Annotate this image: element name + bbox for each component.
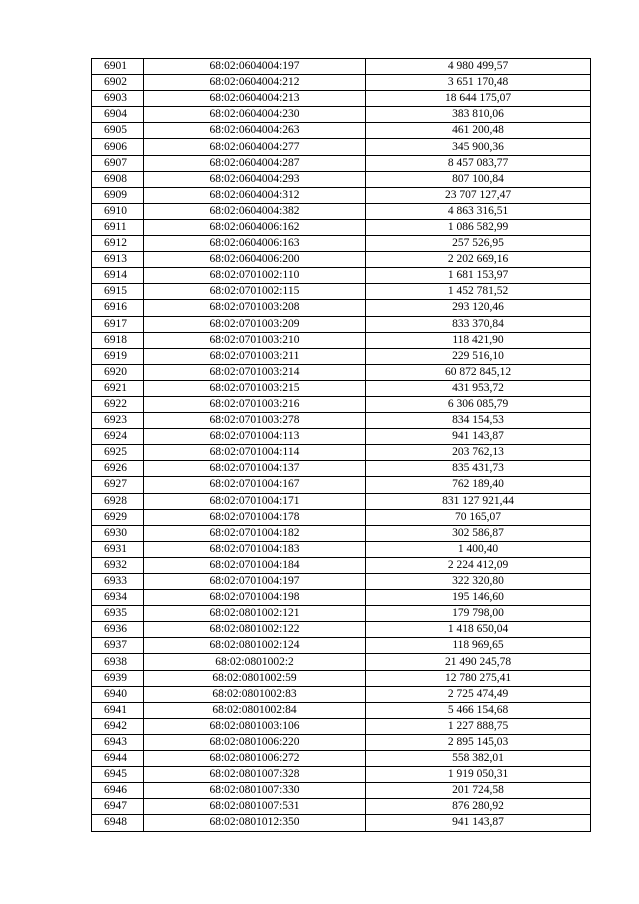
cadastral-number-cell: 68:02:0701004:113 — [144, 429, 366, 445]
row-number-cell: 6928 — [92, 493, 144, 509]
table-row — [92, 718, 591, 734]
value-cell: 60 872 845,12 — [366, 364, 591, 380]
value-cell: 2 895 145,03 — [366, 734, 591, 750]
value-cell: 1 400,40 — [366, 541, 591, 557]
value-cell: 322 320,80 — [366, 574, 591, 590]
row-number-cell: 6903 — [92, 91, 144, 107]
value-cell: 1 452 781,52 — [366, 284, 591, 300]
table-row — [92, 171, 591, 187]
value-cell: 70 165,07 — [366, 509, 591, 525]
row-number-cell: 6916 — [92, 300, 144, 316]
cadastral-number-cell: 68:02:0604006:162 — [144, 219, 366, 235]
row-number-cell: 6924 — [92, 429, 144, 445]
row-number-cell: 6902 — [92, 75, 144, 91]
cadastral-number-cell: 68:02:0701004:184 — [144, 557, 366, 573]
value-cell: 203 762,13 — [366, 445, 591, 461]
table-row — [92, 59, 591, 75]
cadastral-number-cell: 68:02:0701004:114 — [144, 445, 366, 461]
cadastral-number-cell: 68:02:0801002:121 — [144, 606, 366, 622]
value-cell: 2 202 669,16 — [366, 252, 591, 268]
row-number-cell: 6923 — [92, 413, 144, 429]
value-cell: 3 651 170,48 — [366, 75, 591, 91]
value-cell: 18 644 175,07 — [366, 91, 591, 107]
table-row — [92, 815, 591, 831]
cadastral-number-cell: 68:02:0604006:163 — [144, 236, 366, 252]
row-number-cell: 6909 — [92, 187, 144, 203]
value-cell: 302 586,87 — [366, 525, 591, 541]
cadastral-number-cell: 68:02:0801006:220 — [144, 734, 366, 750]
value-cell: 4 863 316,51 — [366, 203, 591, 219]
value-cell: 5 466 154,68 — [366, 702, 591, 718]
row-number-cell: 6933 — [92, 574, 144, 590]
value-cell: 179 798,00 — [366, 606, 591, 622]
row-number-cell: 6918 — [92, 332, 144, 348]
table-row — [92, 139, 591, 155]
cadastral-number-cell: 68:02:0604006:200 — [144, 252, 366, 268]
value-cell: 2 224 412,09 — [366, 557, 591, 573]
row-number-cell: 6931 — [92, 541, 144, 557]
cadastral-number-cell: 68:02:0701003:278 — [144, 413, 366, 429]
cadastral-number-cell: 68:02:0701004:137 — [144, 461, 366, 477]
value-cell: 1 418 650,04 — [366, 622, 591, 638]
row-number-cell: 6904 — [92, 107, 144, 123]
table-row — [92, 461, 591, 477]
table-row — [92, 236, 591, 252]
table-row — [92, 219, 591, 235]
table-row — [92, 284, 591, 300]
row-number-cell: 6907 — [92, 155, 144, 171]
table-row — [92, 252, 591, 268]
row-number-cell: 6922 — [92, 396, 144, 412]
cadastral-number-cell: 68:02:0701004:178 — [144, 509, 366, 525]
cadastral-number-cell: 68:02:0604004:230 — [144, 107, 366, 123]
cadastral-value-table — [91, 58, 591, 832]
row-number-cell: 6913 — [92, 252, 144, 268]
value-cell: 6 306 085,79 — [366, 396, 591, 412]
table-row — [92, 445, 591, 461]
table-body — [92, 59, 591, 832]
table-row — [92, 670, 591, 686]
row-number-cell: 6919 — [92, 348, 144, 364]
cadastral-number-cell: 68:02:0701004:167 — [144, 477, 366, 493]
value-cell: 834 154,53 — [366, 413, 591, 429]
table-row — [92, 638, 591, 654]
cadastral-number-cell: 68:02:0701004:171 — [144, 493, 366, 509]
cadastral-number-cell: 68:02:0604004:293 — [144, 171, 366, 187]
row-number-cell: 6944 — [92, 751, 144, 767]
table-row — [92, 734, 591, 750]
cadastral-number-cell: 68:02:0801003:106 — [144, 718, 366, 734]
value-cell: 762 189,40 — [366, 477, 591, 493]
cadastral-number-cell: 68:02:0604004:197 — [144, 59, 366, 75]
cadastral-number-cell: 68:02:0701003:208 — [144, 300, 366, 316]
table-row — [92, 300, 591, 316]
value-cell: 21 490 245,78 — [366, 654, 591, 670]
row-number-cell: 6926 — [92, 461, 144, 477]
table-row — [92, 429, 591, 445]
cadastral-number-cell: 68:02:0801002:83 — [144, 686, 366, 702]
table-row — [92, 541, 591, 557]
table-row — [92, 686, 591, 702]
row-number-cell: 6940 — [92, 686, 144, 702]
row-number-cell: 6932 — [92, 557, 144, 573]
value-cell: 807 100,84 — [366, 171, 591, 187]
cadastral-number-cell: 68:02:0701003:210 — [144, 332, 366, 348]
row-number-cell: 6934 — [92, 590, 144, 606]
row-number-cell: 6911 — [92, 219, 144, 235]
cadastral-number-cell: 68:02:0604004:263 — [144, 123, 366, 139]
row-number-cell: 6946 — [92, 783, 144, 799]
cadastral-number-cell: 68:02:0604004:277 — [144, 139, 366, 155]
cadastral-number-cell: 68:02:0701004:198 — [144, 590, 366, 606]
table-row — [92, 702, 591, 718]
cadastral-number-cell: 68:02:0701002:115 — [144, 284, 366, 300]
cadastral-number-cell: 68:02:0604004:287 — [144, 155, 366, 171]
table-row — [92, 316, 591, 332]
row-number-cell: 6937 — [92, 638, 144, 654]
table-row — [92, 413, 591, 429]
cadastral-number-cell: 68:02:0604004:382 — [144, 203, 366, 219]
value-cell: 118 421,90 — [366, 332, 591, 348]
value-cell: 293 120,46 — [366, 300, 591, 316]
cadastral-number-cell: 68:02:0604004:312 — [144, 187, 366, 203]
value-cell: 2 725 474,49 — [366, 686, 591, 702]
row-number-cell: 6945 — [92, 767, 144, 783]
table-row — [92, 187, 591, 203]
row-number-cell: 6921 — [92, 380, 144, 396]
cadastral-number-cell: 68:02:0701003:211 — [144, 348, 366, 364]
row-number-cell: 6938 — [92, 654, 144, 670]
row-number-cell: 6943 — [92, 734, 144, 750]
table-row — [92, 751, 591, 767]
value-cell: 23 707 127,47 — [366, 187, 591, 203]
value-cell: 1 919 050,31 — [366, 767, 591, 783]
row-number-cell: 6912 — [92, 236, 144, 252]
value-cell: 257 526,95 — [366, 236, 591, 252]
cadastral-number-cell: 68:02:0801002:84 — [144, 702, 366, 718]
table-row — [92, 380, 591, 396]
value-cell: 833 370,84 — [366, 316, 591, 332]
row-number-cell: 6908 — [92, 171, 144, 187]
table-row — [92, 783, 591, 799]
value-cell: 835 431,73 — [366, 461, 591, 477]
row-number-cell: 6917 — [92, 316, 144, 332]
value-cell: 118 969,65 — [366, 638, 591, 654]
cadastral-number-cell: 68:02:0801002:124 — [144, 638, 366, 654]
cadastral-number-cell: 68:02:0801007:531 — [144, 799, 366, 815]
cadastral-number-cell: 68:02:0701004:183 — [144, 541, 366, 557]
cadastral-number-cell: 68:02:0604004:212 — [144, 75, 366, 91]
table-row — [92, 622, 591, 638]
value-cell: 1 681 153,97 — [366, 268, 591, 284]
table-row — [92, 767, 591, 783]
value-cell: 941 143,87 — [366, 815, 591, 831]
row-number-cell: 6914 — [92, 268, 144, 284]
table-row — [92, 493, 591, 509]
value-cell: 229 516,10 — [366, 348, 591, 364]
cadastral-number-cell: 68:02:0701002:110 — [144, 268, 366, 284]
cadastral-number-cell: 68:02:0801007:330 — [144, 783, 366, 799]
row-number-cell: 6915 — [92, 284, 144, 300]
row-number-cell: 6929 — [92, 509, 144, 525]
row-number-cell: 6927 — [92, 477, 144, 493]
table-row — [92, 268, 591, 284]
table-row — [92, 590, 591, 606]
table-row — [92, 123, 591, 139]
table-row — [92, 91, 591, 107]
cadastral-number-cell: 68:02:0701003:216 — [144, 396, 366, 412]
table-row — [92, 203, 591, 219]
table-row — [92, 107, 591, 123]
table-row — [92, 654, 591, 670]
cadastral-number-cell: 68:02:0701004:197 — [144, 574, 366, 590]
cadastral-number-cell: 68:02:0801002:2 — [144, 654, 366, 670]
row-number-cell: 6939 — [92, 670, 144, 686]
cadastral-number-cell: 68:02:0801007:328 — [144, 767, 366, 783]
cadastral-number-cell: 68:02:0604004:213 — [144, 91, 366, 107]
value-cell: 8 457 083,77 — [366, 155, 591, 171]
row-number-cell: 6905 — [92, 123, 144, 139]
row-number-cell: 6901 — [92, 59, 144, 75]
value-cell: 431 953,72 — [366, 380, 591, 396]
table-row — [92, 348, 591, 364]
table-row — [92, 525, 591, 541]
row-number-cell: 6941 — [92, 702, 144, 718]
value-cell: 831 127 921,44 — [366, 493, 591, 509]
value-cell: 12 780 275,41 — [366, 670, 591, 686]
table-row — [92, 332, 591, 348]
cadastral-number-cell: 68:02:0801002:59 — [144, 670, 366, 686]
value-cell: 195 146,60 — [366, 590, 591, 606]
value-cell: 941 143,87 — [366, 429, 591, 445]
cadastral-number-cell: 68:02:0701003:215 — [144, 380, 366, 396]
row-number-cell: 6935 — [92, 606, 144, 622]
row-number-cell: 6947 — [92, 799, 144, 815]
row-number-cell: 6920 — [92, 364, 144, 380]
cadastral-number-cell: 68:02:0801006:272 — [144, 751, 366, 767]
cadastral-number-cell: 68:02:0801012:350 — [144, 815, 366, 831]
table-row — [92, 477, 591, 493]
row-number-cell: 6948 — [92, 815, 144, 831]
value-cell: 1 227 888,75 — [366, 718, 591, 734]
table-row — [92, 75, 591, 91]
cadastral-number-cell: 68:02:0701004:182 — [144, 525, 366, 541]
cadastral-number-cell: 68:02:0801002:122 — [144, 622, 366, 638]
table-row — [92, 606, 591, 622]
value-cell: 383 810,06 — [366, 107, 591, 123]
cadastral-number-cell: 68:02:0701003:209 — [144, 316, 366, 332]
table-row — [92, 396, 591, 412]
row-number-cell: 6925 — [92, 445, 144, 461]
value-cell: 345 900,36 — [366, 139, 591, 155]
table-row — [92, 557, 591, 573]
row-number-cell: 6910 — [92, 203, 144, 219]
value-cell: 558 382,01 — [366, 751, 591, 767]
value-cell: 201 724,58 — [366, 783, 591, 799]
row-number-cell: 6942 — [92, 718, 144, 734]
value-cell: 4 980 499,57 — [366, 59, 591, 75]
table-row — [92, 799, 591, 815]
value-cell: 876 280,92 — [366, 799, 591, 815]
row-number-cell: 6906 — [92, 139, 144, 155]
row-number-cell: 6930 — [92, 525, 144, 541]
row-number-cell: 6936 — [92, 622, 144, 638]
table-row — [92, 509, 591, 525]
table-row — [92, 574, 591, 590]
table-row — [92, 155, 591, 171]
cadastral-number-cell: 68:02:0701003:214 — [144, 364, 366, 380]
table-row — [92, 364, 591, 380]
value-cell: 461 200,48 — [366, 123, 591, 139]
value-cell: 1 086 582,99 — [366, 219, 591, 235]
